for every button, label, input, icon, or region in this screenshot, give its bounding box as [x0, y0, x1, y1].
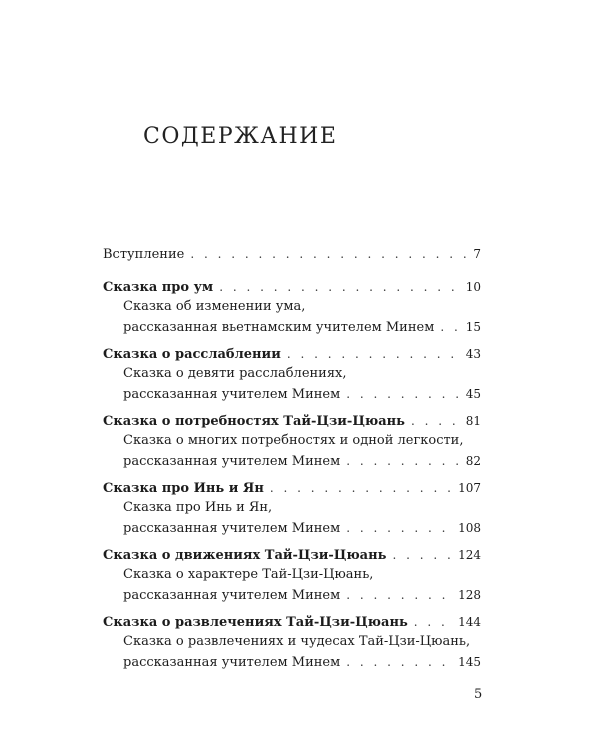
toc-entry-title: рассказанная учителем Минем: [123, 454, 341, 469]
toc-entry-page: 144: [458, 615, 481, 629]
toc-entry-title: Вступление: [103, 247, 185, 262]
dot-leader: [346, 651, 452, 673]
toc-entry-subtitle: [123, 497, 481, 519]
toc-entry-page: 81: [465, 414, 481, 428]
toc-entry-title: рассказанная вьетнамским учителем Минем: [123, 320, 435, 335]
toc-entry-title: рассказанная учителем Минем: [123, 588, 341, 603]
dot-leader: [392, 544, 452, 566]
toc-entry-subtitle: [123, 296, 481, 318]
toc-entry-title: Сказка о движениях Тай-Цзи-Цюань: [103, 548, 387, 563]
toc-entry-page: 128: [458, 588, 481, 602]
toc-entry-section[interactable]: [123, 316, 481, 338]
dot-leader: [219, 276, 460, 298]
toc-entry-title: Сказка о девяти расслаблениях,: [123, 366, 347, 381]
toc-entry-title: Сказка о развлечениях и чудесах Тай-Цзи-Цюань,: [123, 634, 471, 649]
toc-entry-title: Сказка про Инь и Ян,: [123, 500, 273, 515]
toc-entry-title: Сказка о расслаблении: [103, 347, 281, 362]
toc-entry-chapter[interactable]: [103, 544, 481, 566]
toc-entry-page: 124: [458, 548, 481, 562]
toc-entry-subtitle: [123, 564, 481, 586]
dot-leader: [270, 477, 452, 499]
toc-entry-section[interactable]: [123, 584, 481, 606]
toc-entry-title: рассказанная учителем Минем: [123, 521, 341, 536]
dot-leader: [346, 450, 460, 472]
dot-leader: [190, 243, 467, 265]
toc-entry-page: 82: [465, 454, 481, 468]
toc-entry-chapter[interactable]: [103, 611, 481, 633]
dot-leader: [346, 383, 460, 405]
toc-entry-title: рассказанная учителем Минем: [123, 387, 341, 402]
toc-entry-page: 15: [465, 320, 481, 334]
toc-entry-title: Сказка о характере Тай-Цзи-Цюань,: [123, 567, 374, 582]
dot-leader: [287, 343, 460, 365]
toc-entry-introduction[interactable]: [103, 243, 481, 265]
toc-entry-subtitle: [123, 631, 481, 653]
toc-entry-section[interactable]: [123, 651, 481, 673]
toc-entry-section[interactable]: [123, 383, 481, 405]
toc-entry-page: 145: [458, 655, 481, 669]
toc-entry-title: Сказка об изменении ума,: [123, 299, 306, 314]
toc-entry-title: Сказка про Инь и Ян: [103, 481, 264, 496]
toc-entry-title: Сказка о развлечениях Тай-Цзи-Цюань: [103, 615, 408, 630]
toc-entry-section[interactable]: [123, 517, 481, 539]
toc-entry-page: 10: [465, 280, 481, 294]
toc-entry-chapter[interactable]: [103, 343, 481, 365]
page-number: 5: [474, 687, 483, 702]
toc-entry-subtitle: [123, 363, 481, 385]
dot-leader: [414, 611, 452, 633]
toc-entry-page: 43: [465, 347, 481, 361]
toc-entry-title: рассказанная учителем Минем: [123, 655, 341, 670]
dot-leader: [411, 410, 460, 432]
page-title: СОДЕРЖАНИЕ: [143, 124, 338, 149]
dot-leader: [346, 517, 452, 539]
toc-entry-chapter[interactable]: [103, 410, 481, 432]
toc-entry-page: 107: [458, 481, 481, 495]
toc-entry-chapter[interactable]: [103, 276, 481, 298]
toc-entry-subtitle: [123, 430, 481, 452]
toc-entry-page: 108: [458, 521, 481, 535]
toc-entry-page: 7: [473, 247, 481, 261]
toc-entry-page: 45: [465, 387, 481, 401]
toc-entry-title: Сказка про ум: [103, 280, 214, 295]
dot-leader: [346, 584, 452, 606]
dot-leader: [440, 316, 459, 338]
toc-entry-title: Сказка о многих потребностях и одной легкости,: [123, 433, 464, 448]
toc-entry-section[interactable]: [123, 450, 481, 472]
toc-entry-title: Сказка о потребностях Тай-Цзи-Цюань: [103, 414, 405, 429]
toc-entry-chapter[interactable]: [103, 477, 481, 499]
